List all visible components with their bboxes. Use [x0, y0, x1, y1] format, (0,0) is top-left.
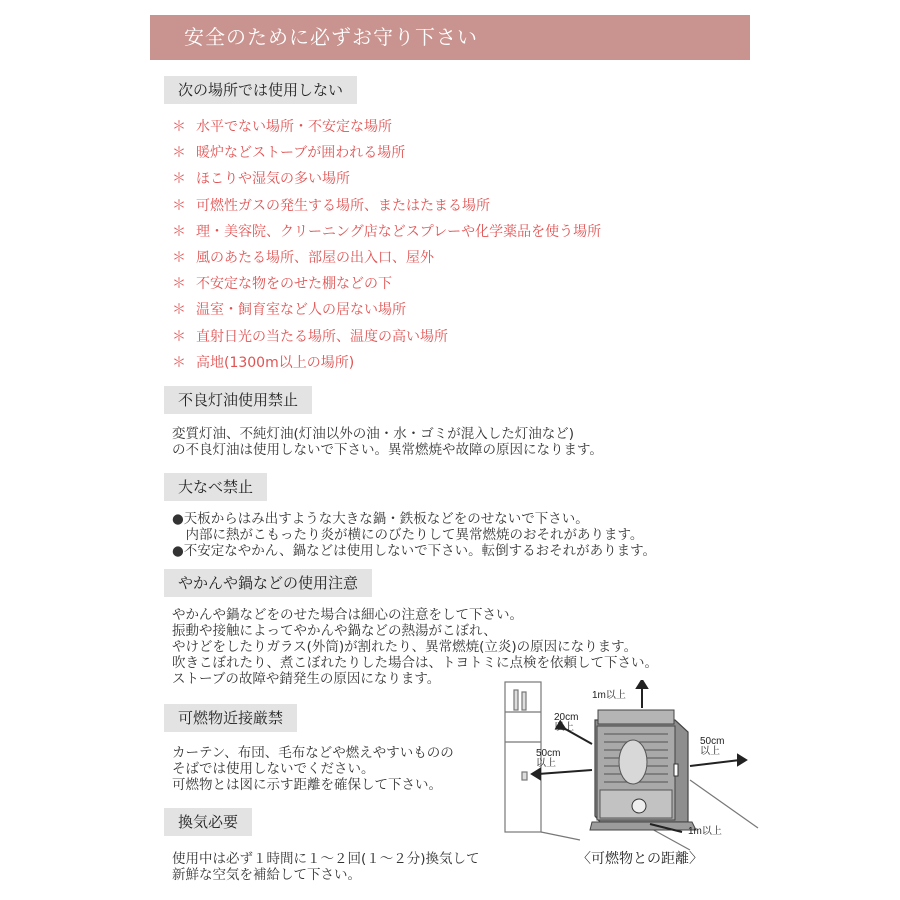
list-item: ＊ 可燃性ガスの発生する場所、またはたまる場所 [172, 197, 490, 214]
list-item: ＊ 風のあたる場所、部屋の出入口、屋外 [172, 249, 434, 266]
label-front-clearance: 1m以上 [688, 826, 722, 837]
stove-clearance-diagram [500, 680, 760, 860]
list-item: ＊ 直射日光の当たる場所、温度の高い場所 [172, 328, 448, 345]
list-item: ＊ 暖炉などストーブが囲われる場所 [172, 145, 406, 162]
list-item: ＊ 理・美容院、クリーニング店などスプレーや化学薬品を使う場所 [172, 223, 602, 240]
label-left-clearance: 50cm [536, 748, 561, 759]
section-title-flammables: 可燃物近接厳禁 [164, 704, 297, 732]
stove-illustration [590, 710, 696, 830]
bad-oil-text: 変質灯油、不純灯油(灯油以外の油・水・ゴミが混入した灯油など) の不良灯油は使用しないで下さい。異常燃焼や故障の原因になります。 [172, 426, 603, 458]
svg-text:以上: 以上 [700, 746, 720, 757]
label-top-clearance: 1m以上 [592, 690, 626, 701]
section-title-big-pot: 大なべ禁止 [164, 473, 267, 501]
list-item: ＊ 不安定な物をのせた棚などの下 [172, 276, 392, 293]
prohibited-places-list [172, 114, 601, 376]
list-item: ＊ ほこりや湿気の多い場所 [172, 171, 350, 188]
page-title-banner: 安全のために必ずお守り下さい [150, 15, 750, 60]
diagram-caption: 〈可燃物との距離〉 [577, 851, 703, 867]
svg-text:以上: 以上 [536, 758, 556, 769]
list-item: ＊ 温室・飼育室など人の居ない場所 [172, 302, 406, 319]
flammables-text: カーテン、布団、毛布などや燃えやすいものの そばでは使用しないでください。 可燃物とは図に示す距離を確保して下さい。 [172, 745, 454, 793]
section-title-bad-oil: 不良灯油使用禁止 [164, 386, 312, 414]
section-title-ventilation: 換気必要 [164, 808, 252, 836]
list-item: ＊ 高地(1300m以上の場所) [172, 354, 355, 371]
big-pot-text: ●天板からはみ出すような大きな鍋・鉄板などをのせないで下さい。 内部に熱がこもったり炎が横にのびたりして異常燃焼のおそれがあります。 ●不安定なやかん、鍋などは使用しないで下さい。転倒するおそれがあります。 [172, 511, 657, 559]
label-right-clearance: 50cm [700, 736, 725, 747]
svg-text:以上: 以上 [554, 722, 574, 733]
list-item: ＊ 水平でない場所・不安定な場所 [172, 119, 392, 135]
label-upper-left-clearance: 20cm [554, 712, 579, 723]
section-title-kettle: やかんや鍋などの使用注意 [164, 569, 372, 597]
kettle-text: やかんや鍋などをのせた場合は細心の注意をして下さい。 振動や接触によってやかんや鍋などの熱湯がこぼれ、 やけどをしたりガラス(外筒)が割れたり、異常燃焼(立炎)の原因になります。 吹きこぼれたり、煮こぼれたりした場合は、トヨトミに点検を依頼して下さい。 ストーブの故障や錆発生の原因になります。 [172, 607, 658, 687]
section-title-places: 次の場所では使用しない [164, 76, 357, 104]
ventilation-text: 使用中は必ず１時間に１～２回(１～２分)換気して 新鮮な空気を補給して下さい。 [172, 851, 480, 883]
